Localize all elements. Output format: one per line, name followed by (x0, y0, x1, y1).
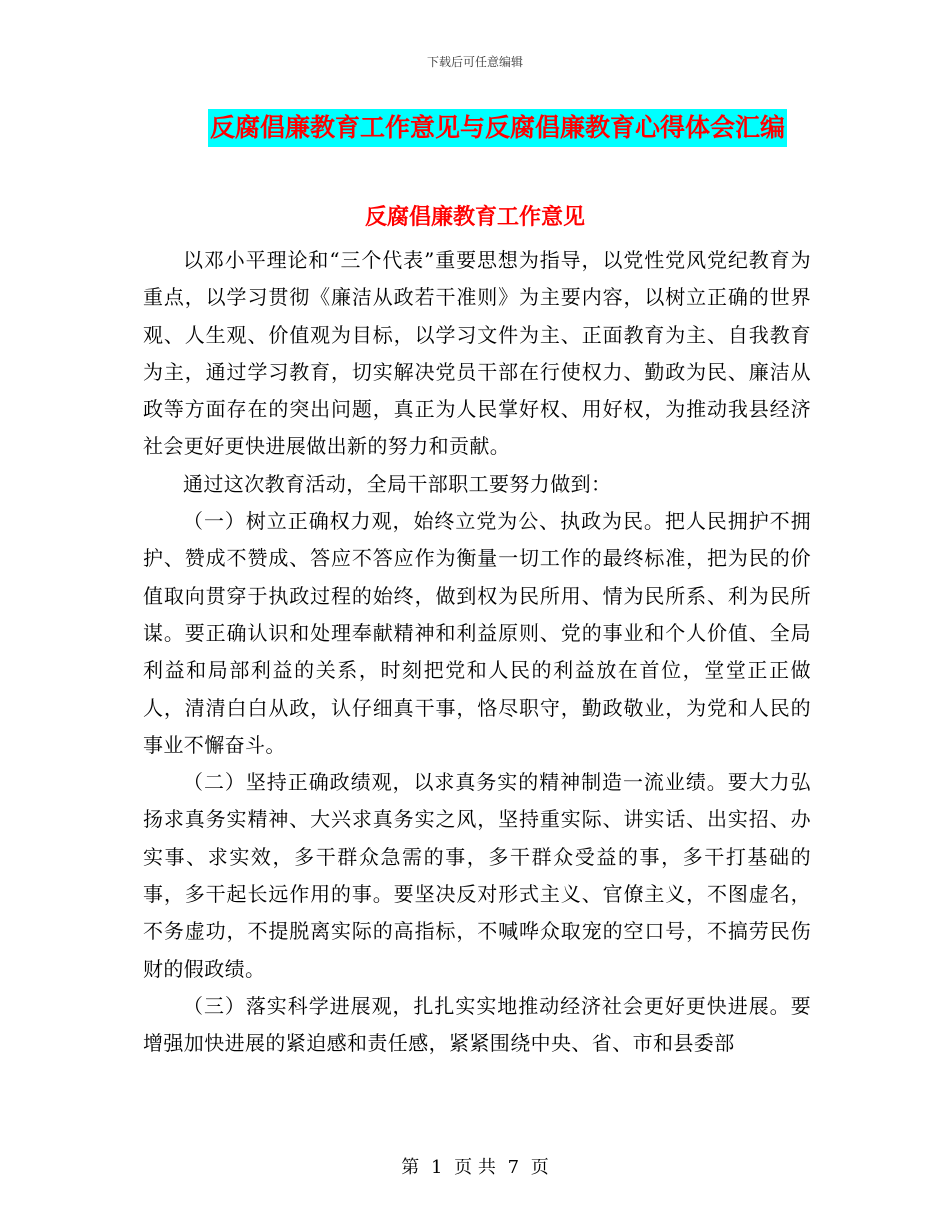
footer-mid: 页 共 (454, 1157, 496, 1178)
footer-prefix: 第 (401, 1157, 420, 1178)
footer-total-pages: 7 (507, 1157, 520, 1178)
document-body (143, 242, 811, 1063)
page-footer (0, 1153, 950, 1179)
footer-suffix: 页 (530, 1157, 549, 1178)
paragraph-item-3: （三）落实科学进展观，扎扎实实地推动经济社会更好更快进展。要增强加快进展的紧迫感和责任感，紧紧围绕中央、省、市和县委部 (143, 993, 811, 1056)
paragraph-item-2: （二）坚持正确政绩观，以求真务实的精神制造一流业绩。要大力弘扬求真务实精神、大兴求真务实之风，坚持重实际、讲实话、出实招、办实事、求实效，多干群众急需的事，多干群众受益的事，多干打基础的事，多干起长远作用的事。要坚决反对形式主义、官僚主义，不图虚名，不务虚功，不提脱离实际的高指标，不喊哗众取宠的空口号，不搞劳民伤财的假政绩。 (143, 770, 811, 981)
section-title: 反腐倡廉教育工作意见 (364, 204, 585, 230)
main-title-container (0, 109, 950, 147)
footer-current-page: 1 (430, 1157, 443, 1178)
paragraph-intro: 以邓小平理论和“三个代表”重要思想为指导，以党性党风党纪教育为重点，以学习贯彻《廉洁从政若干准则》为主要内容，以树立正确的世界观、人生观、价值观为目标，以学习文件为主、正面教育为主、自我教育为主，通过学习教育，切实解决党员干部在行使权力、勤政为民、廉洁从政等方面存在的突出问题，真正为人民掌好权、用好权，为推动我县经济社会更好更快进展做出新的努力和贡献。 (143, 248, 811, 459)
main-title: 反腐倡廉教育工作意见与反腐倡廉教育心得体会汇编 (208, 109, 787, 147)
paragraph-item-1: （一）树立正确权力观，始终立党为公、执政为民。把人民拥护不拥护、赞成不赞成、答应不答应作为衡量一切工作的最终标准，把为民的价值取向贯穿于执政过程的始终，做到权为民所用、情为民所系、利为民所谋。要正确认识和处理奉献精神和利益原则、党的事业和个人价值、全局利益和局部利益的关系，时刻把党和人民的利益放在首位，堂堂正正做人，清清白白从政，认仔细真干事，恪尽职守，勤政敬业，为党和人民的事业不懈奋斗。 (143, 509, 811, 757)
header-note: 下载后可任意编辑 (426, 55, 523, 69)
paragraph-goal-lead: 通过这次教育活动，全局干部职工要努力做到： (183, 471, 612, 496)
